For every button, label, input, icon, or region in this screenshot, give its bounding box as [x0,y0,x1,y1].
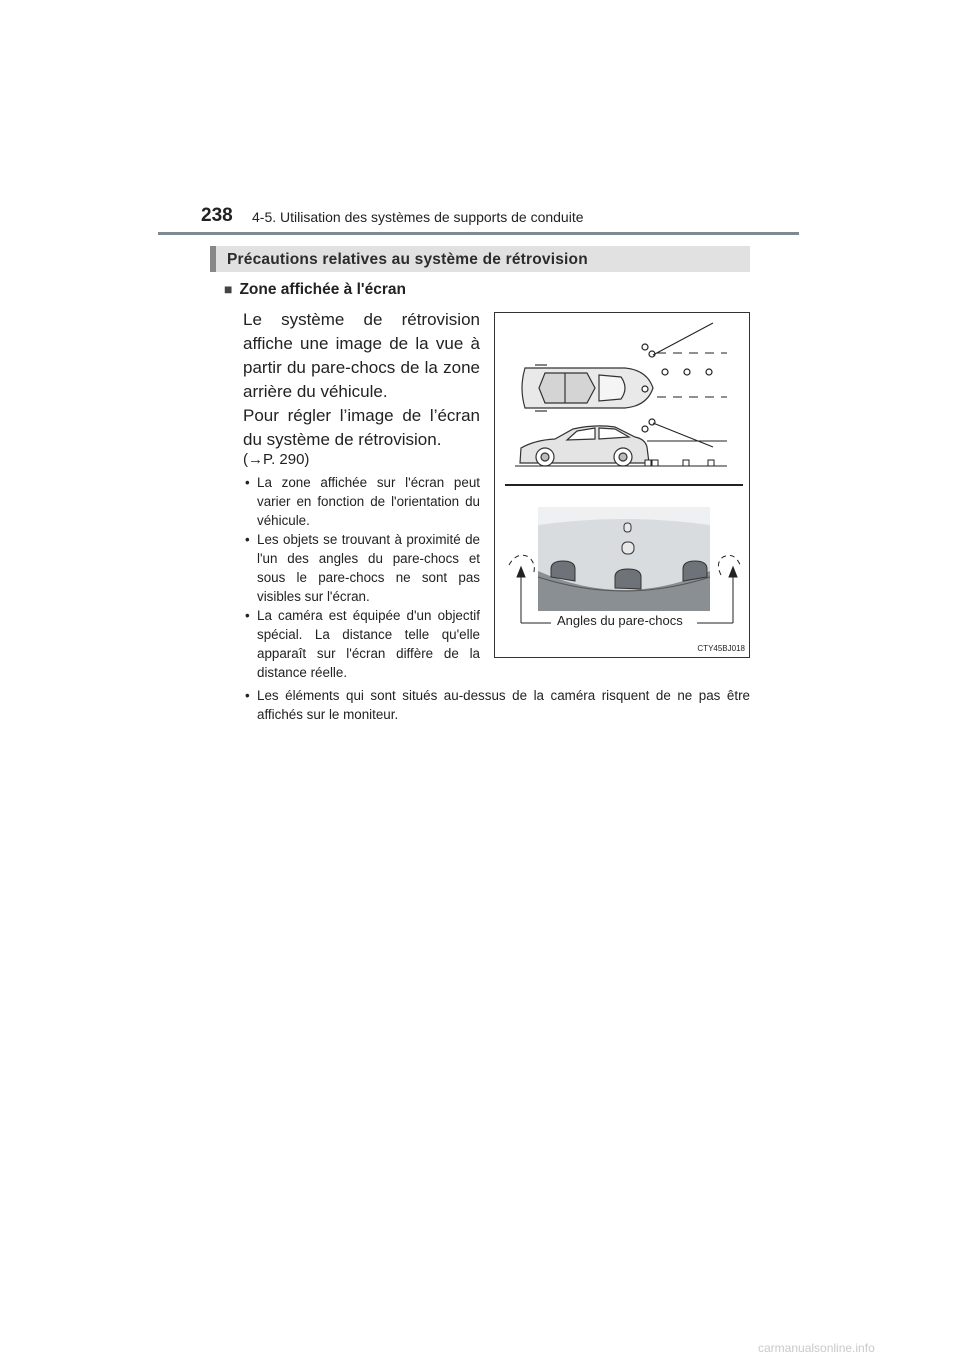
subsection-title: Zone affichée à l'écran [239,281,406,298]
page-reference: (→P. 290) [243,451,310,468]
list-item: • La caméra est équipée d'un objectif spécial. La distance telle qu'elle apparaît sur l'écran diffère de la distance réelle. [243,606,480,682]
car-top-view-icon [522,365,653,411]
page-number: 238 [201,205,233,226]
list-item: • La zone affichée sur l'écran peut varier en fonction de l'orientation du véhicule. [243,473,480,530]
list-item: • Les éléments qui sont situés au-dessus de la caméra risquent de ne pas être affichés sur le moniteur. [243,686,750,724]
bullet-list [243,473,480,682]
body-paragraph-2: Pour régler l’image de l’écran du système de rétrovision. [243,406,480,449]
bumper-corners-label: Angles du pare-chocs [553,613,687,628]
figure-code: CTY45BJ018 [697,644,745,653]
section-title: Précautions relatives au système de rétrovision [227,251,588,268]
list-item: • Les objets se trouvant à proximité de l'un des angles du pare-chocs et sous le pare-chocs ne sont pas visibles sur l'écran. [243,530,480,606]
watermark: carmanualsonline.info [758,1341,875,1355]
camera-view-lines [653,323,727,447]
bullet-list-wide [243,686,750,724]
chapter-title: 4-5. Utilisation des systèmes de supports de conduite [252,209,584,225]
camera-screen-view [538,507,710,611]
illustration-graphics [495,313,751,659]
car-side-view-icon [520,426,649,466]
subsection-heading [224,281,406,299]
header-divider [158,232,799,235]
rear-view-camera-illustration [494,312,750,658]
body-paragraph-1: Le système de rétrovision affiche une image de la vue à partir du pare-chocs de la zone arrière du véhicule. [243,310,480,401]
section-header [210,246,750,272]
square-bullet-icon: ■ [224,281,233,297]
